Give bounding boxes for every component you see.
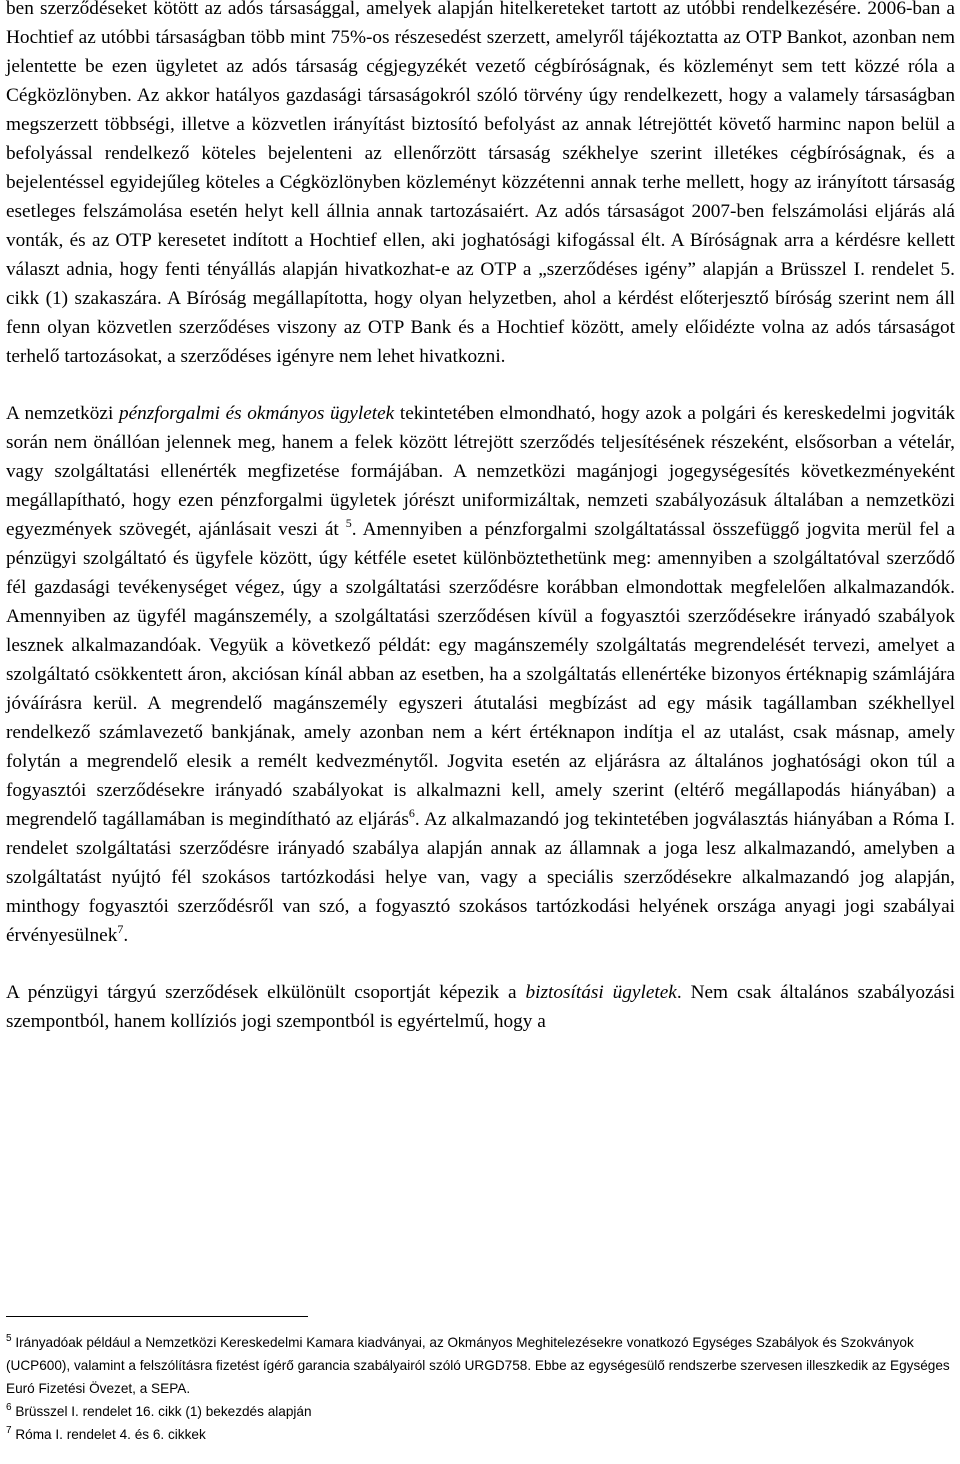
document-body (6, 0, 955, 1036)
paragraph (6, 978, 955, 1036)
footnote-reference: 6 (408, 806, 415, 820)
paragraph (6, 0, 955, 371)
footnotes (6, 1316, 955, 1446)
text-run: A nemzetközi (6, 403, 119, 424)
footnote (6, 1400, 955, 1423)
text-run: A pénzügyi tárgyú szerződések elkülönült csoportját képezik a (6, 982, 526, 1003)
text-run: tekintetében elmondható, hogy azok a polgári és kereskedelmi jogviták során nem önállóan jelennek meg, hanem a felek között létrejött szerződés teljesítésének részeként, elsősorban a vételár, vagy szolgáltatási ellenérték megfizetése formájában. A nemzetközi magánjogi jogegységesítés következményeként megállapítható, hogy ezen pénzforgalmi ügyletek jórészt uniformizáltak, nemzeti szabályozásuk általában a nemzetközi egyezmények szövegét, ajánlásait veszi át (6, 403, 955, 540)
footnote-reference: 5 (345, 516, 352, 530)
italic-term: biztosítási ügyletek (525, 982, 677, 1003)
text-run: . (123, 925, 129, 946)
footnote-text: Brüsszel I. rendelet 16. cikk (1) bekezdés alapján (11, 1404, 312, 1419)
paragraph (6, 399, 955, 950)
footnote-reference: 7 (117, 922, 124, 936)
text-run: . Nem csak általános szabályozási szempontból, hanem kollíziós jogi szempontból is egyértelmű, hogy a (6, 982, 955, 1032)
footnote-separator (6, 1316, 308, 1317)
footnote-number: 5 (6, 1333, 12, 1344)
italic-term: pénzforgalmi és okmányos ügyletek (118, 403, 395, 424)
footnote-number: 6 (6, 1402, 12, 1413)
footnote (6, 1331, 955, 1400)
footnote-text: Irányadóak például a Nemzetközi Kereskedelmi Kamara kiadványai, az Okmányos Meghitelezésekre vonatkozó Egységes Szabályok és Szokványok (UCP600), valamint a felszólításra fizetést ígérő garancia szabályairól szóló URGD758. Ebbe az egységesülő rendszerbe szervesen illeszkedik az Egységes Euró Fizetési Övezet, a SEPA. (6, 1335, 950, 1396)
text-run: ben szerződéseket kötött az adós társasággal, amelyek alapján hitelkereteket tartott az utóbbi rendelkezésére. 2006-ban a Hochtief az utóbbi társaságban több mint 75%-os részesedést szerzett, amelyről tájékoztatta az OTP Bankot, azonban nem jelentette be ezen ügyletet az adós társaság cégjegyzékét vezető cégbíróságnak, és közleményt sem tett közzé róla a Cégközlönyben. Az akkor hatályos gazdasági társaságokról szóló törvény úgy rendelkezett, hogy a valamely társaságban megszerzett többségi, illetve a közvetlen irányítást biztosító befolyást az annak létrejöttét követő harminc napon belül a befolyással rendelkező köteles bejelenteni az ellenőrzött társaság székhelye szerint illetékes cégbíróságnak, és a bejelentéssel egyidejűleg köteles a Cégközlönyben közleményt közzétenni annak terhe mellett, hogy az irányított társaság esetleges felszámolása esetén helyt kell állnia annak tartozásaiért. Az adós társaságot 2007-ben felszámolási eljárás alá vonták, és az OTP keresetet indított a Hochtief ellen, aki joghatósági kifogással élt. A Bíróságnak arra a kérdésre kellett választ adnia, hogy fenti tényállás alapján hivatkozhat-e az OTP a „szerződéses igény” alapján a Brüsszel I. rendelet 5. cikk (1) szakaszára. A Bíróság megállapította, hogy olyan helyzetben, ahol a kérdést előterjesztő bíróság szerint nem áll fenn olyan közvetlen szerződéses viszony az OTP Bank és a Hochtief között, amely előidézte volna az adós társaságot terhelő tartozásokat, a szerződéses igényre nem lehet hivatkozni. (6, 0, 955, 367)
footnote-number: 7 (6, 1425, 12, 1436)
text-run: . Amennyiben a pénzforgalmi szolgáltatással összefüggő jogvita merül fel a pénzügyi szolgáltató és ügyfele között, úgy kétféle esetet különböztethetünk meg: amennyiben a szolgáltatóval szerződő fél gazdasági tevékenységet végez, úgy a szolgáltatási szerződésre korábban elmondottak megfelelően alkalmazandók. Amennyiben az ügyfél magánszemély, a szolgáltatási szerződésen kívül a fogyasztói szerződésekre irányadó szabályok lesznek alkalmazandóak. Vegyük a következő példát: egy magánszemély szolgáltatás megrendelését tervezi, amelyet a szolgáltató csökkentett áron, akciósan kínál abban az esetben, ha a szolgáltatás ellenértéke bizonyos értéknapig számlájára jóváírásra kerül. A megrendelő magánszemély egyszeri átutalási megbízást ad egy másik tagállamban székhellyel rendelkező számlavezető bankjának, amely azonban nem a kért értéknapon indítja el az utalást, csak másnap, amely folytán a megrendelő elesik a remélt kedvezménytől. Jogvita esetén az eljárásra az általános joghatósági okon túl a fogyasztói szerződésekre irányadó szabályokat is alkalmazni kell, amely szerint (eltérő megállapodás hiányában) a megrendelő tagállamában is megindítható az eljárás (6, 519, 955, 830)
footnote-text: Róma I. rendelet 4. és 6. cikkek (11, 1427, 206, 1442)
text-run: . Az alkalmazandó jog tekintetében jogválasztás hiányában a Róma I. rendelet szolgáltatási szerződésre irányadó szabálya alapján annak az államnak a joga lesz alkalmazandó, amelyben a szolgáltatást nyújtó fél szokásos tartózkodási helye van, vagy a speciális szerződésekre alkalmazandó jog alapján, minthogy fogyasztói szerződésről van szó, a fogyasztó szokásos tartózkodási helyének országa anyagi jogi szabályai érvényesülnek (6, 809, 955, 946)
footnote (6, 1423, 955, 1446)
